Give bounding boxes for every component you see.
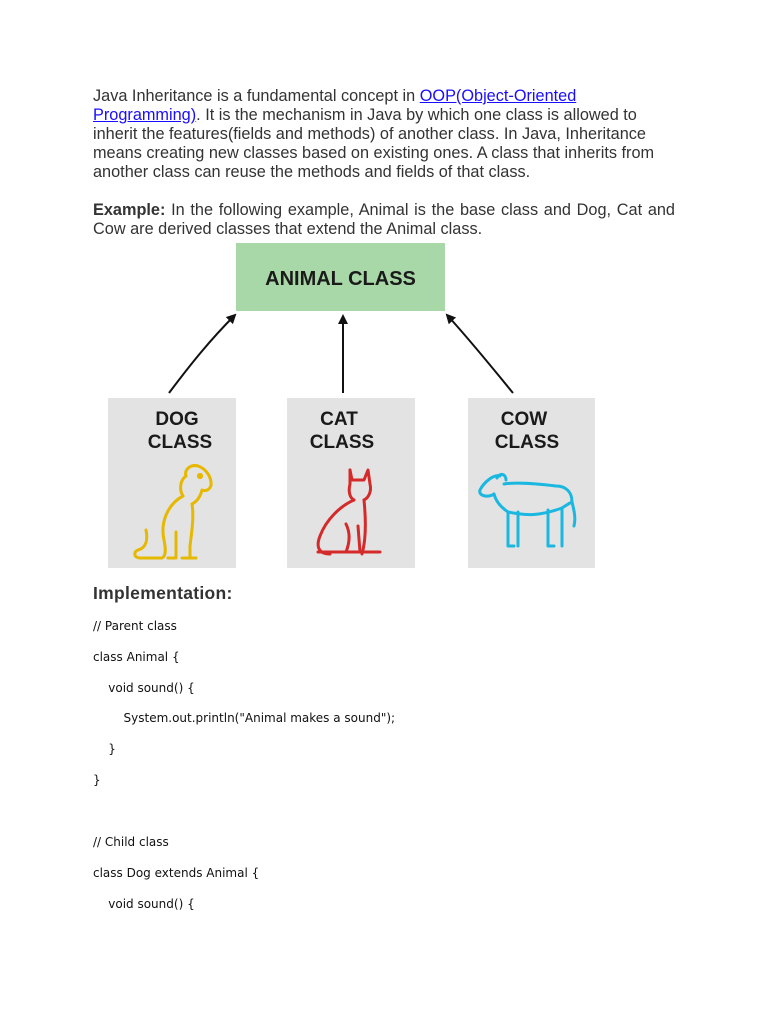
cat-class-box (287, 398, 415, 568)
dog-class-label-line2: CLASS (147, 432, 213, 453)
code-line: class Animal { (93, 650, 180, 664)
code-line: } (93, 742, 116, 756)
cow-class-box (468, 398, 595, 568)
code-line: class Dog extends Animal { (93, 866, 260, 880)
animal-class-label: ANIMAL CLASS (265, 268, 416, 290)
code-line: // Child class (93, 835, 169, 849)
inheritance-diagram (0, 240, 768, 575)
example-label: Example: (93, 201, 166, 219)
code-line: void sound() { (93, 681, 195, 695)
cat-class-label-line1: CAT (320, 409, 358, 430)
intro-text-after-link: . It is the mechanism in Java by which one class is allowed to inherit the features(fields and methods) of another class. In Java, Inheritance means creating new classes based on existing ones. A class that inherits from another class can reuse the methods and fields of that class. (93, 105, 655, 181)
oop-link[interactable]: OOP(Object-Oriented Programming) (93, 87, 577, 124)
cow-class-label-line1: COW (500, 409, 548, 430)
dog-arrow (169, 315, 235, 393)
example-text: In the following example, Animal is the base class and Dog, Cat and Cow are derived classes that extend the Animal class. (93, 201, 675, 238)
intro-paragraph (93, 87, 675, 182)
code-line: } (93, 773, 101, 787)
implementation-heading: Implementation: (93, 583, 233, 603)
dog-class-label-line1: DOG (155, 409, 199, 430)
dog-class-box (108, 398, 236, 568)
intro-text-before-link: Java Inheritance is a fundamental concept in (93, 87, 420, 105)
cat-class-label-line2: CLASS (309, 432, 375, 453)
cow-class-label-line2: CLASS (494, 432, 560, 453)
cow-arrow (447, 315, 513, 393)
code-line: void sound() { (93, 897, 195, 911)
code-line: System.out.println("Animal makes a sound"); (93, 711, 396, 725)
example-paragraph (93, 201, 675, 239)
code-line: // Parent class (93, 619, 177, 633)
